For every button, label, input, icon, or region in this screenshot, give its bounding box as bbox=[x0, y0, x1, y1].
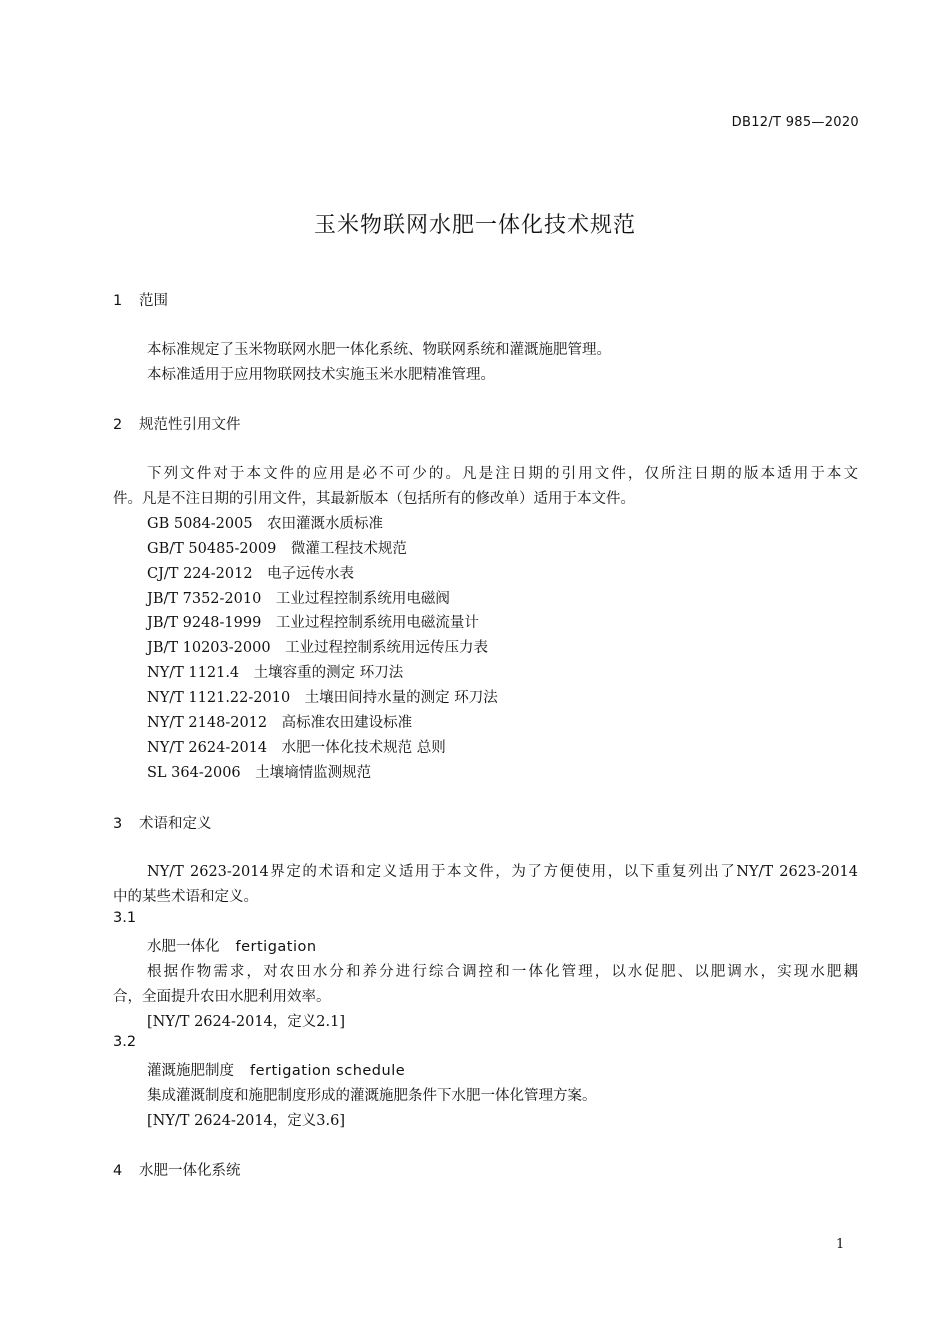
definition-line: 根据作物需求，对农田水分和养分进行综合调控和一体化管理，以水促肥、以肥调水，实现水肥耦 bbox=[147, 964, 858, 980]
reference-item: JB/T 9248-1999 工业过程控制系统用电磁流量计 bbox=[147, 615, 479, 631]
definition-line: 合，全面提升农田水肥利用效率。 bbox=[113, 989, 331, 1005]
section-title: 规范性引用文件 bbox=[139, 417, 241, 433]
paragraph-line: 件。凡是不注日期的引用文件，其最新版本（包括所有的修改单）适用于本文件。 bbox=[113, 491, 635, 507]
section-1-heading bbox=[113, 289, 168, 310]
reference-item: NY/T 2624-2014 水肥一体化技术规范 总则 bbox=[147, 740, 446, 756]
term-entry bbox=[147, 935, 858, 956]
section-number: 2 bbox=[113, 417, 123, 433]
reference-item: NY/T 2148-2012 高标准农田建设标准 bbox=[147, 715, 413, 731]
section-title: 水肥一体化系统 bbox=[139, 1163, 241, 1179]
reference-item: NY/T 1121.4 土壤容重的测定 环刀法 bbox=[147, 665, 404, 681]
term-chinese: 灌溉施肥制度 bbox=[147, 1063, 234, 1079]
reference-item: GB/T 50485-2009 微灌工程技术规范 bbox=[147, 541, 407, 557]
section-title: 术语和定义 bbox=[139, 816, 212, 832]
reference-item: SL 364-2006 土壤墒情监测规范 bbox=[147, 765, 372, 781]
term-english: fertigation bbox=[235, 939, 317, 955]
reference-item: NY/T 1121.22-2010 土壤田间持水量的测定 环刀法 bbox=[147, 690, 498, 706]
section-2-heading bbox=[113, 413, 241, 434]
section-number: 3 bbox=[113, 816, 123, 832]
term-chinese: 水肥一体化 bbox=[147, 939, 220, 955]
paragraph: 本标准适用于应用物联网技术实施玉米水肥精准管理。 bbox=[147, 367, 495, 383]
paragraph-line: 下列文件对于本文件的应用是必不可少的。凡是注日期的引用文件，仅所注日期的版本适用于本文 bbox=[147, 466, 858, 482]
section-3-heading bbox=[113, 812, 212, 833]
reference-item: JB/T 7352-2010 工业过程控制系统用电磁阀 bbox=[147, 591, 450, 607]
section-number: 4 bbox=[113, 1163, 123, 1179]
definition-line: 集成灌溉制度和施肥制度形成的灌溉施肥条件下水肥一体化管理方案。 bbox=[147, 1088, 597, 1104]
standard-code: DB12/T 985—2020 bbox=[731, 115, 859, 130]
section-number: 1 bbox=[113, 293, 123, 309]
paragraph-line: NY/T 2623-2014界定的术语和定义适用于本文件，为了方便使用，以下重复列出了NY/T 2623-2014 bbox=[147, 864, 858, 880]
term-number: 3.1 bbox=[113, 910, 137, 926]
reference-item: GB 5084-2005 农田灌溉水质标准 bbox=[147, 516, 384, 532]
page-number: 1 bbox=[836, 1237, 845, 1252]
section-4-heading bbox=[113, 1159, 241, 1180]
document-title: 玉米物联网水肥一体化技术规范 bbox=[313, 213, 636, 238]
reference-item: CJ/T 224-2012 电子远传水表 bbox=[147, 566, 355, 582]
reference-item: JB/T 10203-2000 工业过程控制系统用远传压力表 bbox=[147, 640, 489, 656]
section-title: 范围 bbox=[139, 293, 168, 309]
term-source: [NY/T 2624-2014，定义3.6] bbox=[147, 1113, 346, 1129]
paragraph-line: 中的某些术语和定义。 bbox=[113, 889, 258, 905]
term-entry bbox=[147, 1059, 858, 1080]
term-source: [NY/T 2624-2014，定义2.1] bbox=[147, 1014, 346, 1030]
term-number: 3.2 bbox=[113, 1034, 137, 1050]
term-english: fertigation schedule bbox=[250, 1063, 406, 1079]
paragraph: 本标准规定了玉米物联网水肥一体化系统、物联网系统和灌溉施肥管理。 bbox=[147, 342, 611, 358]
